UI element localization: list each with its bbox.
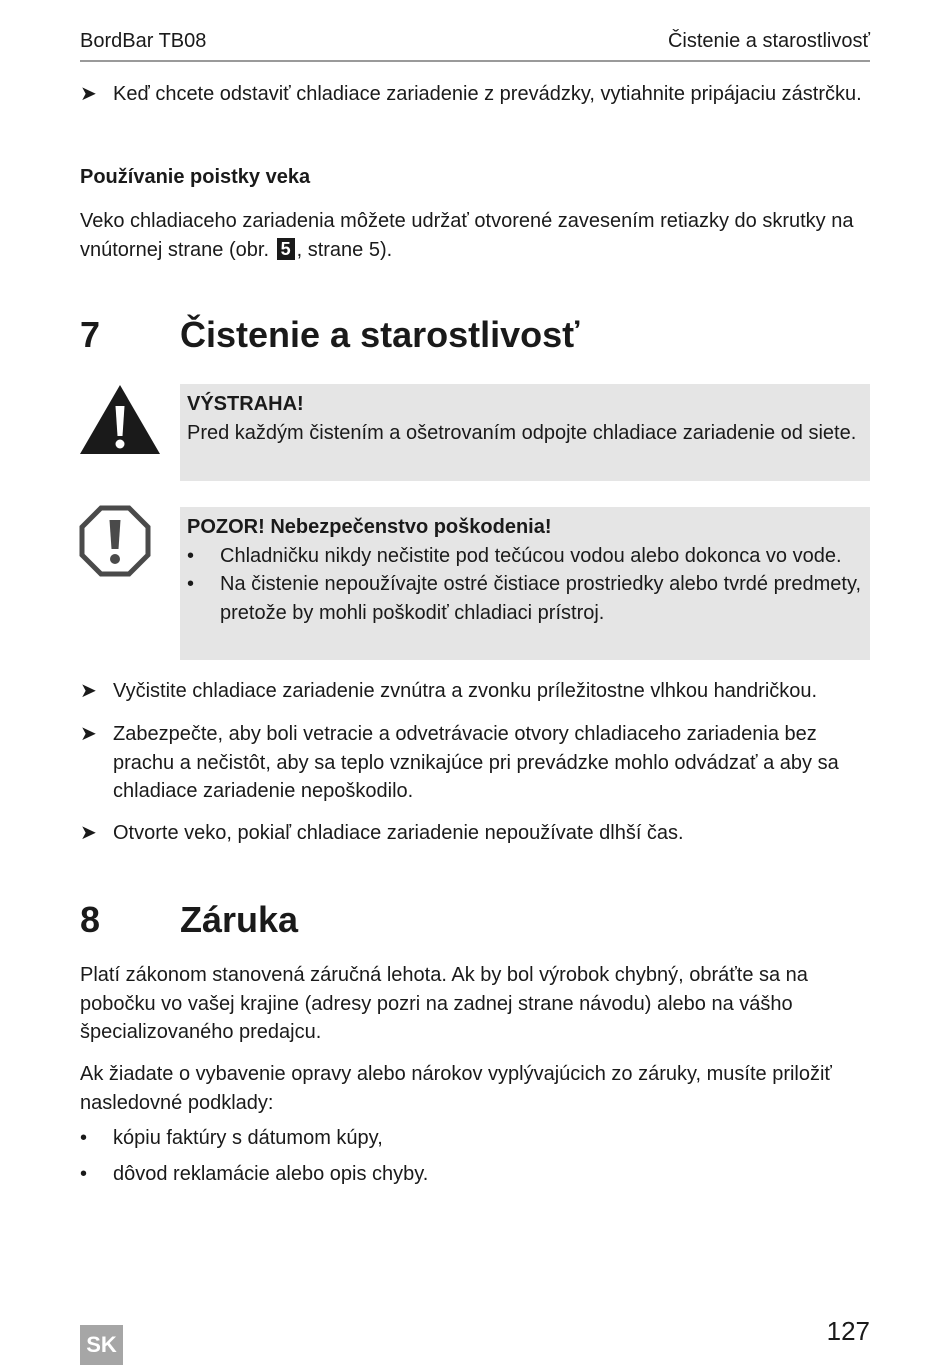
section-7-title: Čistenie a starostlivosť bbox=[180, 314, 580, 355]
warranty-paragraph-2: Ak žiadate o vybavenie opravy alebo nárokov vyplývajúcich zo záruky, musíte priložiť nasledovné podklady: bbox=[80, 1063, 832, 1114]
step-item bbox=[80, 720, 870, 806]
arrow-bullet-icon: ➤ bbox=[80, 83, 97, 105]
caution-octagon-icon bbox=[79, 505, 151, 577]
warranty-item-text: kópiu faktúry s dátumom kúpy, bbox=[113, 1127, 383, 1149]
warranty-item-text: dôvod reklamácie alebo opis chyby. bbox=[113, 1163, 429, 1185]
header-product: BordBar TB08 bbox=[80, 30, 207, 52]
language-tab: SK bbox=[80, 1325, 123, 1365]
intro-step bbox=[80, 80, 870, 109]
step-text: Otvorte veko, pokiaľ chladiace zariadenie nepoužívate dlhší čas. bbox=[113, 822, 684, 844]
caution-list bbox=[187, 542, 862, 628]
caution-title: POZOR! Nebezpečenstvo poškodenia! bbox=[187, 516, 552, 538]
step-text: Vyčistite chladiace zariadenie zvnútra a zvonku príležitostne vlhkou handričkou. bbox=[113, 680, 818, 702]
warning-triangle-icon bbox=[79, 384, 161, 456]
figure-ref: 5 bbox=[277, 238, 295, 260]
list-item bbox=[80, 1124, 870, 1153]
bullet-icon: • bbox=[187, 573, 195, 595]
section-8-title: Záruka bbox=[180, 899, 299, 940]
bullet-icon: • bbox=[80, 1163, 88, 1185]
page-number: 127 bbox=[826, 1316, 870, 1346]
arrow-bullet-icon: ➤ bbox=[80, 723, 97, 745]
step-item bbox=[80, 677, 870, 706]
header-chapter: Čistenie a starostlivosť bbox=[667, 30, 870, 52]
lid-text-after: , strane 5). bbox=[296, 238, 393, 261]
bullet-icon: • bbox=[187, 544, 195, 567]
arrow-bullet-icon: ➤ bbox=[80, 680, 97, 702]
lid-text-before: Veko chladiaceho zariadenia môžete udržať otvorené zavesením retiazky do skrutky na vnútornej strane (obr. bbox=[80, 210, 854, 261]
list-item bbox=[187, 570, 862, 627]
arrow-bullet-icon: ➤ bbox=[80, 822, 97, 844]
step-item bbox=[80, 819, 870, 848]
warning-text: Pred každým čistením a ošetrovaním odpojte chladiace zariadenie od siete. bbox=[187, 421, 857, 444]
lid-paragraph bbox=[80, 207, 870, 264]
caution-item-text: Chladničku nikdy nečistite pod tečúcou vodou alebo dokonca vo vode. bbox=[220, 544, 842, 567]
section-7-number: 7 bbox=[80, 314, 101, 355]
warranty-paragraph-1: Platí zákonom stanovená záručná lehota. Ak by bol výrobok chybný, obráťte sa na pobočku vo vašej krajine (adresy pozri na zadnej strane návodu) alebo na vášho špecializovaného predajcu. bbox=[80, 964, 808, 1043]
step-text: Zabezpečte, aby boli vetracie a odvetrávacie otvory chladiaceho zariadenia bez prachu a nečistôt, aby sa teplo vznikajúce pri prevádzke mohlo odvádzať a aby sa chladiace zariadenie nepoškodilo. bbox=[113, 723, 839, 802]
list-item bbox=[187, 542, 862, 571]
caution-item-text: Na čistenie nepoužívajte ostré čistiace prostriedky alebo tvrdé predmety, pretože by mohli poškodiť chladiaci prístroj. bbox=[220, 573, 862, 624]
warning-box bbox=[180, 384, 870, 481]
page-header bbox=[80, 30, 870, 62]
list-item bbox=[80, 1160, 870, 1189]
intro-step-text: Keď chcete odstaviť chladiace zariadenie z prevádzky, vytiahnite pripájaciu zástrčku. bbox=[113, 83, 862, 105]
warning-title: VÝSTRAHA! bbox=[187, 393, 304, 415]
section-8-number: 8 bbox=[80, 899, 101, 940]
lid-heading: Používanie poistky veka bbox=[80, 166, 311, 188]
bullet-icon: • bbox=[80, 1127, 88, 1149]
caution-box bbox=[180, 507, 870, 660]
